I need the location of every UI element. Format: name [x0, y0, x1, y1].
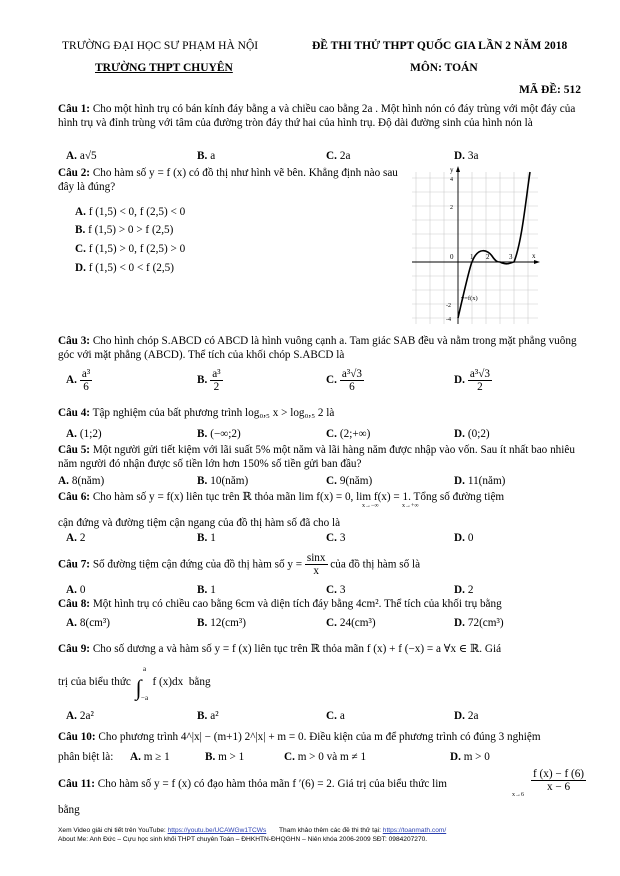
subject: MÔN: TOÁN	[410, 62, 478, 74]
option-c: C. (2;+∞)	[326, 428, 371, 440]
q3-options	[66, 368, 586, 402]
question-text: Tập nghiệm của bất phương trình log₀,₅ x > log₀,₅ 2 là	[92, 407, 335, 419]
option-c: C. 9(năm)	[326, 475, 373, 487]
question-text: trị của biểu thức	[58, 676, 131, 688]
integral-lower: −a	[141, 694, 149, 702]
question-text: Cho số dương a và hàm số y = f (x) liên tục trên ℝ thỏa mãn f (x) + f (−x) = a ∀x ∈ ℝ. Giá	[92, 643, 502, 655]
q4-options	[66, 428, 586, 444]
question-text: Cho hình chóp S.ABCD có ABCD là hình vuông cạnh a. Tam giác SAB đều và nằm trong mặt phẳng vuông góc với mặt phẳng (ABCD). Thể tích của khối chóp S.ABCD là	[58, 335, 577, 361]
option-d: D. 0	[454, 532, 474, 544]
question-text: Cho phương trình 4^|x| − (m+1) 2^|x| + m = 0. Điều kiện của m để phương trình có đúng 3 nghiệm	[98, 731, 541, 743]
y-label: y	[450, 166, 454, 174]
subschool-name: TRƯỜNG THPT CHUYÊN	[95, 62, 233, 74]
q6-options	[66, 532, 586, 548]
option-d: D. 11(năm)	[454, 475, 506, 487]
question-7	[58, 552, 590, 584]
option-b: B. 1	[197, 532, 216, 544]
option-b: B. a²	[197, 710, 219, 722]
question-6-cont: cận đứng và đường tiệm cận ngang của đồ thị hàm số đã cho là	[58, 517, 341, 529]
integrand: f (x)dx	[152, 676, 184, 688]
exam-code: MÃ ĐỀ: 512	[519, 84, 581, 96]
question-text: bằng	[188, 676, 211, 688]
question-3	[58, 335, 590, 362]
question-9	[58, 643, 590, 657]
option-b: B. 12(cm³)	[197, 617, 246, 629]
x-label: x	[532, 252, 536, 260]
question-9-cont: trị của biểu thức ∫ f (x)dx bằng	[58, 675, 211, 700]
question-label: Câu 6:	[58, 491, 91, 503]
q5-options	[58, 475, 578, 491]
limit-fraction: $\frac{f (x) - f (6)}{x - 6}$	[533, 768, 585, 794]
option-a: A. $\frac{\text{a³}}{6}$	[66, 368, 91, 394]
option-d: D. 3a	[454, 150, 479, 162]
q2-option-c: C. f (1,5) > 0, f (2,5) > 0	[75, 243, 186, 255]
y-tick: 2	[450, 205, 453, 211]
option-c: C. m > 0 và m ≠ 1	[284, 751, 367, 763]
option-a: A. (1;2)	[66, 428, 102, 440]
question-label: Câu 2:	[58, 167, 91, 179]
x-tick: 3	[509, 253, 513, 261]
option-b: B. a	[197, 150, 216, 162]
option-a: A. 8(cm³)	[66, 617, 110, 629]
q10-options	[58, 751, 598, 767]
q2-option-d: D. f (1,5) < 0 < f (2,5)	[75, 262, 175, 274]
option-b: B. 10(năm)	[197, 475, 249, 487]
option-a: A. a√5	[66, 150, 97, 162]
question-text: Cho một hình trụ có bán kính đáy bằng a và chiều cao bằng 2a . Một hình nón có đáy trùng với một đáy của hình trụ và đỉnh trùng với tâm của đường tròn đáy thứ hai của hình trụ. Độ dài đường sinh của hình nón là	[58, 103, 576, 129]
q2-option-b: B. f (1,5) > 0 > f (2,5)	[75, 224, 174, 236]
question-8	[58, 598, 590, 612]
q8-options	[66, 617, 586, 633]
footer-line-1: Xem Video giải chi tiết trên YouTube: https://youtu.be/UCAWGw1TCWs Tham khảo thêm các đề thi thử tại: https://toanmath.com/	[58, 827, 447, 834]
x-tick: 1	[470, 253, 474, 261]
option-a: A. m ≥ 1	[130, 751, 170, 763]
option-d: D. 72(cm³)	[454, 617, 504, 629]
question-label: Câu 10:	[58, 731, 96, 743]
curve-label: y=f(x)	[461, 295, 478, 302]
question-11	[58, 778, 520, 792]
option-d: D. m > 0	[450, 751, 490, 763]
option-d: D. $\frac{\text{a³√3}}{2}$	[454, 368, 490, 394]
y-tick: 4	[450, 177, 453, 183]
option-b: B. $\frac{\text{a³}}{2}$	[197, 368, 221, 394]
question-label: Câu 1:	[58, 103, 91, 115]
y-tick: -4	[446, 317, 451, 323]
question-label: Câu 9:	[58, 643, 91, 655]
question-text: Cho hàm số y = f (x) có đạo hàm thỏa mãn f ′(6) = 2. Giá trị của biểu thức lim	[97, 778, 448, 790]
question-5	[58, 444, 590, 471]
question-label: Câu 4:	[58, 407, 91, 419]
question-1	[58, 103, 590, 130]
question-text: Số đường tiệm cận đứng của đồ thị hàm số y =	[92, 558, 303, 571]
limit-subscript: x→+∞	[402, 503, 419, 509]
limit-subscript: x→−∞	[362, 503, 379, 509]
option-d: D. 2a	[454, 710, 479, 722]
integral-upper: a	[143, 665, 147, 673]
question-4	[58, 407, 590, 421]
question-label: Câu 5:	[58, 444, 91, 456]
option-b: B. m > 1	[205, 751, 245, 763]
option-c: C. $\frac{\text{a³√3}}{6}$	[326, 368, 362, 394]
question-text: Cho hàm số y = f(x) liên tục trên ℝ thỏa mãn lim f(x) = 0, lim f(x) = 1. Tổng số đường tiệm	[92, 491, 505, 503]
question-text: của đồ thị hàm số là	[330, 558, 421, 571]
limit-subscript: x→6	[512, 792, 524, 798]
option-a: A. 2a²	[66, 710, 94, 722]
footer-line-2: About Me: Anh Đức – Cựu học sinh khối THPT chuyên Toán – ĐHKHTN-ĐHQGHN – Niên khóa 2006-2009 SĐT: 0984207270.	[58, 836, 428, 843]
question-6	[58, 491, 590, 505]
origin-label: 0	[450, 253, 454, 261]
option-a: A. 0	[66, 584, 86, 596]
x-tick: 2	[486, 253, 490, 261]
q9-options	[66, 710, 586, 726]
fraction: $\frac{\sin x}{x}$	[306, 552, 326, 578]
option-c: C. 2a	[326, 150, 351, 162]
question-2	[58, 167, 398, 194]
option-b: B. (−∞;2)	[197, 428, 241, 440]
youtube-link[interactable]: https://youtu.be/UCAWGw1TCWs	[167, 827, 267, 834]
question-10	[58, 731, 590, 745]
school-name: TRƯỜNG ĐẠI HỌC SƯ PHẠM HÀ NỘI	[62, 40, 259, 52]
function-graph	[410, 158, 540, 330]
question-label: Câu 11:	[58, 778, 95, 790]
question-text: phân biệt là:	[58, 751, 114, 763]
question-11-cont: bằng	[58, 804, 80, 816]
option-c: C. 24(cm³)	[326, 617, 376, 629]
exam-title: ĐỀ THI THỬ THPT QUỐC GIA LẦN 2 NĂM 2018	[312, 40, 568, 52]
option-c: C. 3	[326, 532, 346, 544]
option-c: C. 3	[326, 584, 346, 596]
question-label: Câu 7:	[58, 558, 91, 571]
question-text: Một hình trụ có chiều cao bằng 6cm và diện tích đáy bằng 4cm². Thể tích của khối trụ bằng	[92, 598, 502, 610]
toanmath-link[interactable]: https://toanmath.com/	[382, 827, 447, 834]
option-a: A. 8(năm)	[58, 475, 105, 487]
option-d: D. (0;2)	[454, 428, 490, 440]
option-b: B. 1	[197, 584, 216, 596]
option-d: D. 2	[454, 584, 474, 596]
option-c: C. a	[326, 710, 345, 722]
question-label: Câu 3:	[58, 335, 91, 347]
question-label: Câu 8:	[58, 598, 91, 610]
q2-option-a: A. f (1,5) < 0, f (2,5) < 0	[75, 206, 186, 218]
question-text: Cho hàm số y = f (x) có đồ thị như hình vẽ bên. Khẳng định nào sau đây là đúng?	[58, 167, 398, 193]
y-tick: -2	[446, 303, 451, 309]
option-a: A. 2	[66, 532, 86, 544]
question-text: Một người gửi tiết kiệm với lãi suất 5% một năm và lãi hàng năm được nhập vào vốn. Sau ít nhất bao nhiêu năm người đó nhận được số tiền lớn hơn 150% số tiền gửi ban đầu?	[58, 444, 575, 470]
